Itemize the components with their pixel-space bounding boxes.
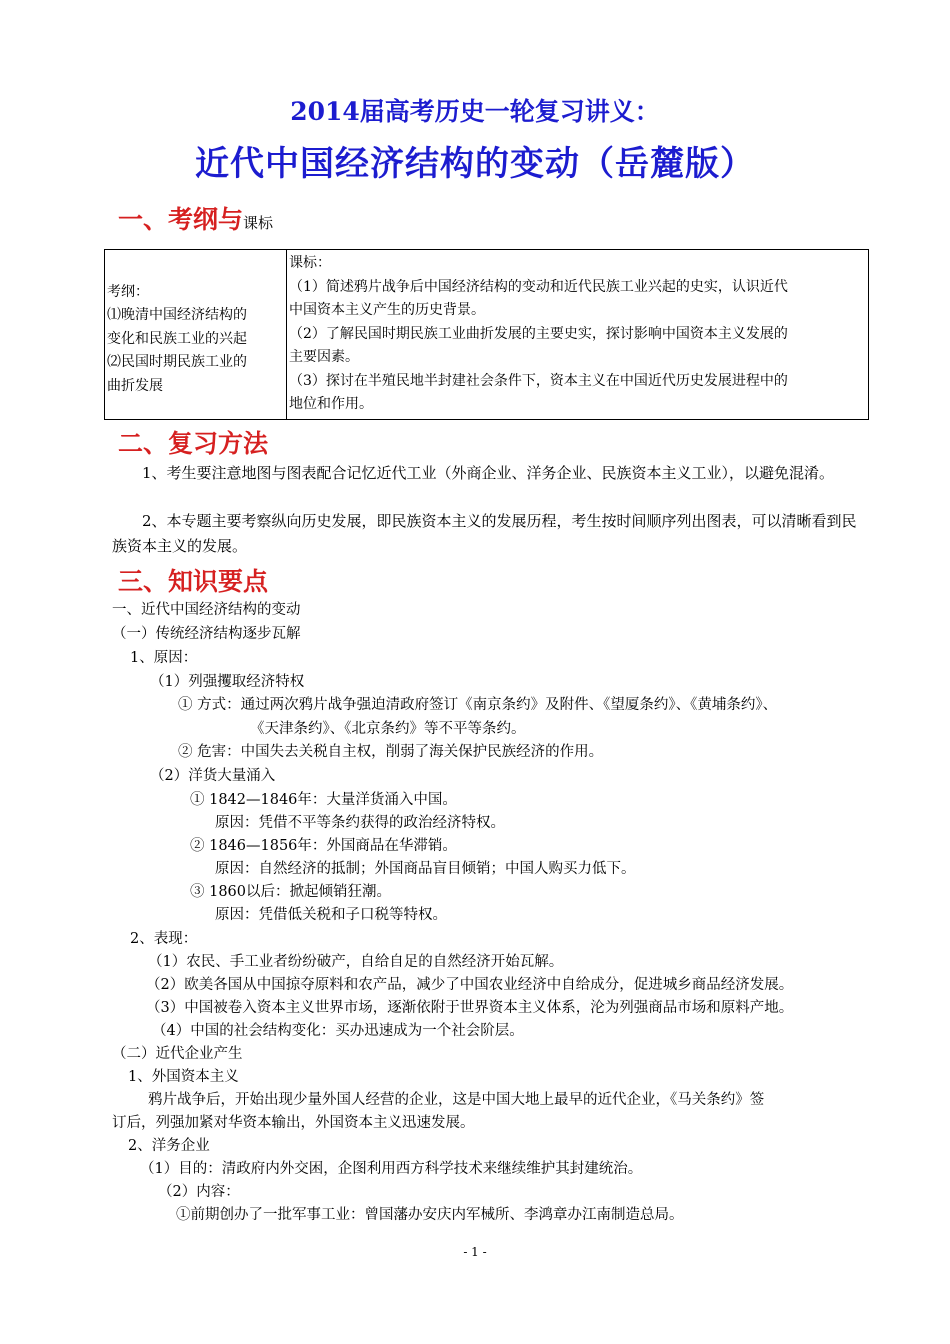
knowledge-line: 《天津条约》、《北京条约》等不平等条约。 (250, 721, 526, 737)
method-paragraph-2: 2、本专题主要考察纵向历史发展，即民族资本主义的发展历程，考生按时间顺序列出图表，可以清晰看到民族资本主义的发展。 (112, 512, 857, 555)
section1-heading-main: 一、考纲与 (118, 205, 244, 234)
knowledge-line: （2）欧美各国从中国掠夺原料和农产品，减少了中国农业经济中自给成分，促进城乡商品经济发展。 (146, 977, 794, 993)
knowledge-line: ① 方式：通过两次鸦片战争强迫清政府签订《南京条约》及附件、《望厦条约》、《黄埔条约》、 (178, 697, 778, 713)
document-title: 2014届高考历史一轮复习讲义： (290, 97, 660, 126)
knowledge-line: （2）内容： (158, 1184, 240, 1200)
knowledge-line: （3）中国被卷入资本主义世界市场，逐渐依附于世界资本主义体系，沦为列强商品市场和原料产地。 (146, 1000, 794, 1016)
knowledge-line: （二）近代企业产生 (112, 1046, 243, 1062)
knowledge-line: 原因：凭借低关税和子口税等特权。 (215, 907, 447, 923)
knowledge-line: （2）洋货大量涌入 (150, 768, 276, 784)
section3-heading: 三、知识要点 (118, 567, 269, 596)
knowledge-line: 2、洋务企业 (128, 1138, 210, 1154)
curriculum-line: （2）了解民国时期民族工业曲折发展的主要史实，探讨影响中国资本主义发展的 (289, 325, 788, 342)
knowledge-line: （1）列强攫取经济特权 (150, 674, 305, 690)
knowledge-line: 1、外国资本主义 (128, 1069, 239, 1085)
curriculum-line: 中国资本主义产生的历史背景。 (289, 302, 485, 318)
knowledge-line: ② 1846—1856年：外国商品在华滞销。 (190, 838, 457, 854)
knowledge-line: 1、原因： (130, 650, 198, 666)
knowledge-line: （1）目的：清政府内外交困，企图利用西方科学技术来继续维护其封建统治。 (140, 1161, 643, 1177)
knowledge-line: 原因：自然经济的抵制；外国商品盲目倾销；中国人购买力低下。 (215, 861, 636, 877)
knowledge-line: （一）传统经济结构逐步瓦解 (112, 626, 301, 642)
knowledge-line: （1）农民、手工业者纷纷破产，自给自足的自然经济开始瓦解。 (148, 954, 564, 970)
knowledge-line: （4）中国的社会结构变化：买办迅速成为一个社会阶层。 (152, 1023, 524, 1039)
curriculum-cell (287, 250, 869, 420)
syllabus-line: 变化和民族工业的兴起 (107, 330, 247, 347)
knowledge-line: 一、近代中国经济结构的变动 (112, 602, 301, 618)
method-paragraph-1: 1、考生要注意地图与图表配合记忆近代工业（外商企业、洋务企业、民族资本主义工业），以避免混淆。 (142, 464, 835, 482)
curriculum-line: 课标： (289, 255, 331, 271)
syllabus-line: 曲折发展 (107, 377, 163, 394)
knowledge-line: ② 危害：中国失去关税自主权，削弱了海关保护民族经济的作用。 (178, 744, 604, 760)
syllabus-line: ⑴晚清中国经济结构的 (107, 307, 247, 323)
knowledge-line: 订后，列强加紧对华资本输出，外国资本主义迅速发展。 (112, 1115, 475, 1131)
syllabus-line: 考纲： (107, 283, 149, 300)
knowledge-line: ① 1842—1846年：大量洋货涌入中国。 (190, 792, 457, 808)
section1-heading-small: 课标 (243, 214, 274, 232)
curriculum-line: （1）简述鸦片战争后中国经济结构的变动和近代民族工业兴起的史实，认识近代 (289, 278, 788, 295)
document-subtitle: 近代中国经济结构的变动（岳麓版） (195, 144, 755, 184)
knowledge-line: 2、表现： (130, 931, 198, 947)
syllabus-line: ⑵民国时期民族工业的 (107, 354, 247, 370)
section2-heading: 二、复习方法 (118, 429, 269, 458)
curriculum-line: （3）探讨在半殖民地半封建社会条件下，资本主义在中国近代历史发展进程中的 (289, 372, 788, 389)
knowledge-line: ③ 1860以后：掀起倾销狂潮。 (190, 884, 392, 900)
knowledge-line: 原因：凭借不平等条约获得的政治经济特权。 (215, 815, 505, 831)
knowledge-line: 鸦片战争后，开始出现少量外国人经营的企业，这是中国大地上最早的近代企业，《马关条约》签 (148, 1092, 765, 1108)
section1-heading (118, 200, 273, 236)
curriculum-line: 主要因素。 (289, 349, 359, 365)
knowledge-line: ①前期创办了一批军事工业：曾国藩办安庆内军械所、李鸿章办江南制造总局。 (176, 1207, 684, 1223)
curriculum-line: 地位和作用。 (289, 396, 373, 412)
syllabus-cell (105, 250, 287, 420)
page-number: - 1 - (463, 1245, 487, 1259)
outline-table (104, 249, 869, 420)
